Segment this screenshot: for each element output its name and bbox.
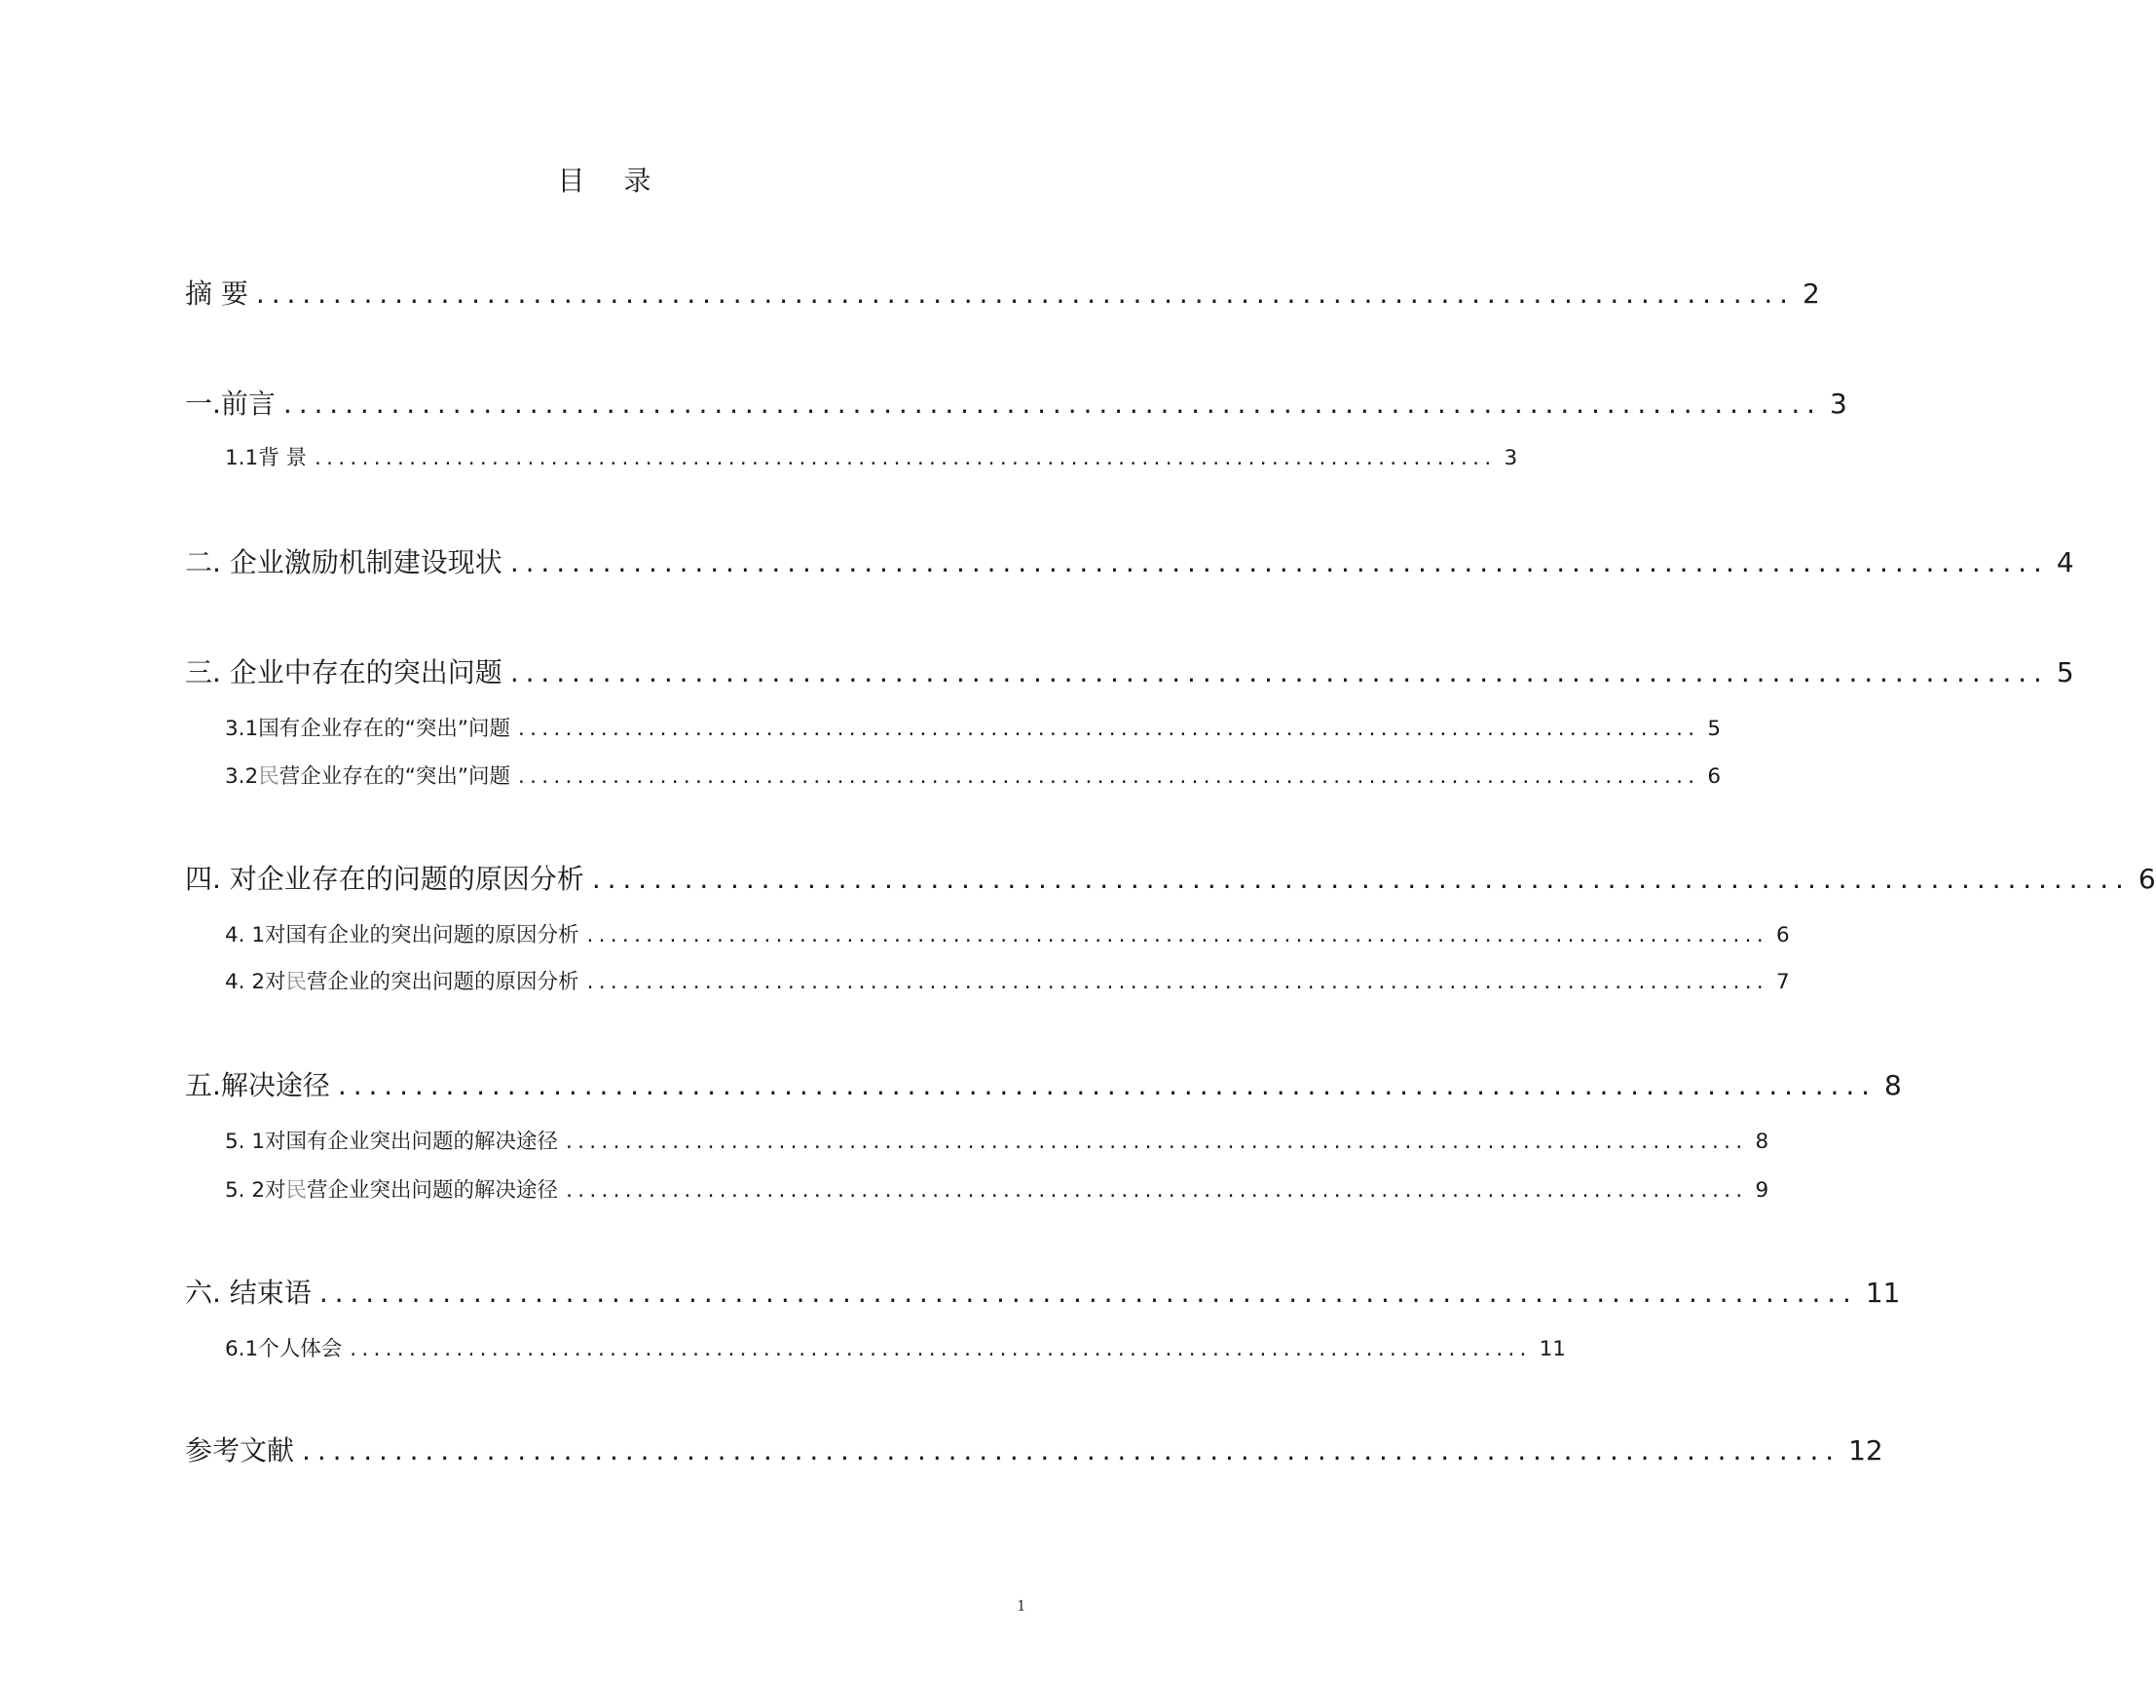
toc-label-grey-char: 民 <box>285 1178 308 1203</box>
toc-entry-section-4-1[interactable] <box>185 918 1790 949</box>
toc-leader-dots: .................................................................................................... <box>591 863 2131 895</box>
toc-entry-chapter-2[interactable] <box>185 541 2074 580</box>
toc-entry-label: 6.1个人体会 <box>225 1337 343 1361</box>
toc-entry-section-5-2[interactable] <box>185 1173 1769 1205</box>
toc-label-grey-char: 民 <box>258 764 279 789</box>
toc-leader-dots: .................................................................................................... <box>518 764 1700 789</box>
toc-entry-section-3-2[interactable] <box>185 760 1722 791</box>
toc-label-suffix: 营企业存在的“突出”问题 <box>279 764 510 789</box>
toc-leader-dots: .................................................................................................... <box>509 546 2049 578</box>
toc-entry-references[interactable] <box>185 1430 1883 1468</box>
toc-entry-page: 5 <box>2056 656 2074 688</box>
toc-entry-label: 一.前言 <box>185 388 276 420</box>
toc-leader-dots: .................................................................................................... <box>566 1130 1748 1154</box>
toc-entry-page: 2 <box>1802 278 1820 310</box>
toc-label-prefix: 3.2 <box>225 764 259 789</box>
toc-entry-page: 6 <box>1775 923 1790 947</box>
toc-entry-chapter-3[interactable] <box>185 651 2074 690</box>
toc-entry-page: 8 <box>1755 1130 1769 1154</box>
toc-leader-dots: .................................................................................................... <box>255 278 1795 310</box>
toc-label-suffix: 营企业突出问题的解决途径 <box>307 1178 559 1203</box>
toc-leader-dots: .................................................................................................... <box>517 717 1700 741</box>
toc-label-prefix: 5. 2对 <box>225 1178 286 1203</box>
toc-entry-page: 12 <box>1848 1434 1883 1467</box>
toc-entry-label: 三. 企业中存在的突出问题 <box>185 656 502 688</box>
toc-entry-chapter-6[interactable] <box>185 1272 1901 1311</box>
page-number: 1 <box>1017 1597 1026 1615</box>
toc-entry-chapter-4[interactable] <box>185 858 2156 897</box>
toc-leader-dots: .................................................................................................... <box>337 1069 1877 1101</box>
toc-entry-abstract[interactable] <box>185 273 1820 312</box>
toc-leader-dots: .................................................................................................... <box>315 446 1497 470</box>
toc-entry-page: 6 <box>2137 863 2156 895</box>
toc-entry-label: 5. 1对国有企业突出问题的解决途径 <box>225 1130 559 1154</box>
toc-entry-label: 二. 企业激励机制建设现状 <box>185 546 502 578</box>
toc-entry-page: 11 <box>1539 1337 1566 1361</box>
toc-entry-label <box>225 1173 558 1204</box>
toc-entry-label: 参考文献 <box>185 1434 295 1467</box>
toc-leader-dots: .................................................................................................... <box>350 1337 1532 1361</box>
toc-entry-section-5-1[interactable] <box>185 1125 1769 1156</box>
toc-entry-page: 5 <box>1707 717 1722 741</box>
toc-entry-section-6-1[interactable] <box>185 1332 1566 1363</box>
toc-entry-label: 五.解决途径 <box>185 1069 330 1101</box>
toc-entry-label: 摘 要 <box>185 278 248 310</box>
toc-entry-section-4-2[interactable] <box>185 965 1790 996</box>
toc-entry-page: 6 <box>1707 764 1722 789</box>
toc-leader-dots: .................................................................................................... <box>586 923 1768 947</box>
toc-entry-label: 3.1国有企业存在的“突出”问题 <box>225 717 510 741</box>
toc-entry-page: 8 <box>1883 1069 1902 1101</box>
toc-entry-label: 四. 对企业存在的问题的原因分析 <box>185 863 584 895</box>
toc-entry-section-3-1[interactable] <box>185 712 1722 743</box>
toc-entry-page: 4 <box>2056 546 2074 578</box>
toc-leader-dots: .................................................................................................... <box>509 656 2049 688</box>
toc-entry-page: 3 <box>1504 446 1518 470</box>
toc-entry-page: 3 <box>1829 388 1847 420</box>
toc-entry-label <box>225 760 510 790</box>
toc-label-prefix: 4. 2对 <box>225 970 286 994</box>
toc-leader-dots: .................................................................................................... <box>302 1434 1841 1467</box>
toc-entry-chapter-1[interactable] <box>185 383 1847 422</box>
toc-entry-label: 1.1背 景 <box>225 446 308 470</box>
toc-label-grey-char: 民 <box>285 970 308 994</box>
page-title: 目录 <box>557 165 690 197</box>
toc-leader-dots: .................................................................................................... <box>318 1277 1858 1309</box>
toc-leader-dots: .................................................................................................... <box>282 388 1822 420</box>
toc-label-suffix: 营企业的突出问题的原因分析 <box>307 970 579 994</box>
toc-entry-page: 7 <box>1775 970 1790 994</box>
toc-entry-page: 9 <box>1755 1178 1769 1203</box>
toc-entry-chapter-5[interactable] <box>185 1064 1902 1103</box>
toc-leader-dots: .................................................................................................... <box>566 1178 1748 1203</box>
toc-entry-label: 六. 结束语 <box>185 1277 312 1309</box>
toc-entry-page: 11 <box>1865 1277 1901 1309</box>
toc-entry-section-1-1[interactable] <box>185 441 1518 472</box>
toc-leader-dots: .................................................................................................... <box>586 970 1768 994</box>
toc-entry-label: 4. 1对国有企业的突出问题的原因分析 <box>225 923 579 947</box>
toc-entry-label <box>225 965 579 995</box>
